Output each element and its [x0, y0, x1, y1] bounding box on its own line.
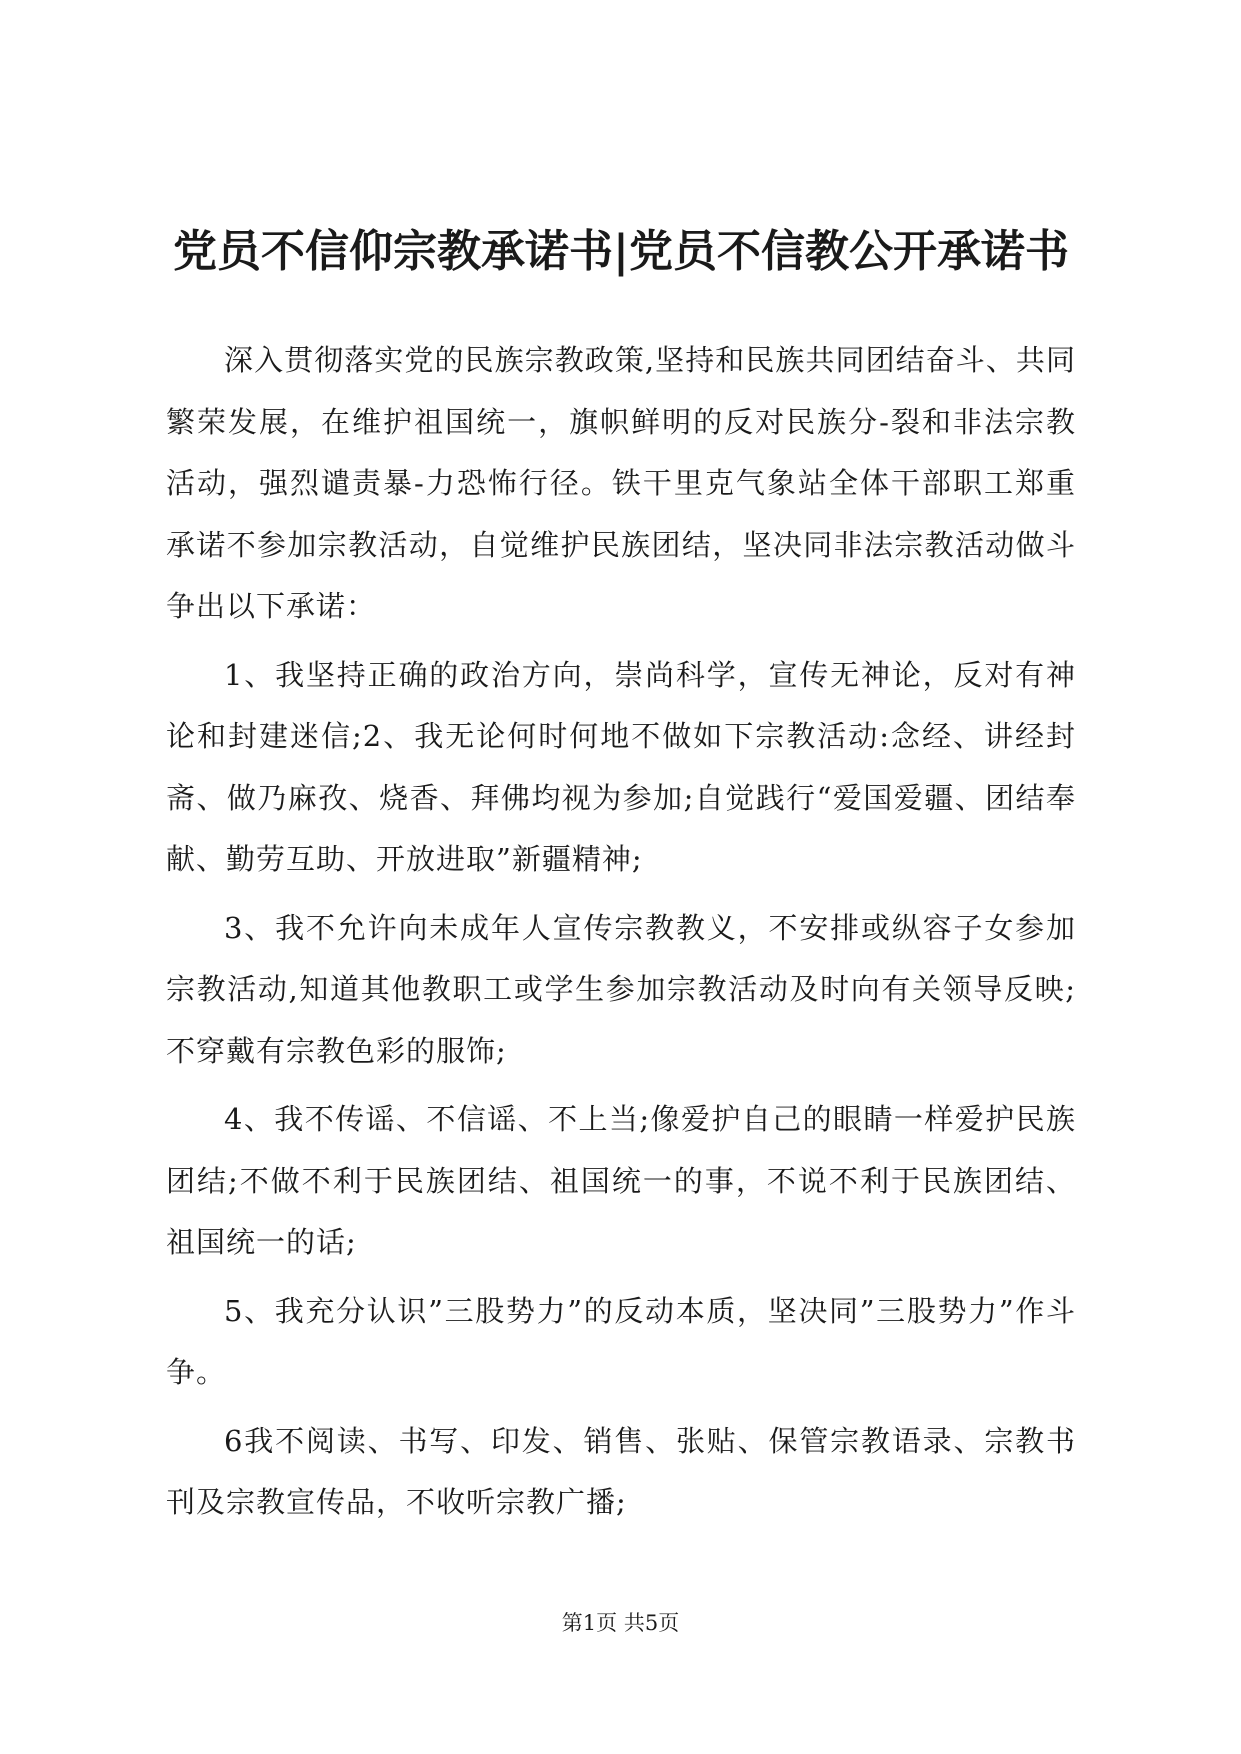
- page-number-footer: 第1页 共5页: [561, 1611, 680, 1635]
- document-body: [166, 330, 1076, 1534]
- paragraph-intro: 深入贯彻落实党的民族宗教政策,坚持和民族共同团结奋斗、共同繁荣发展，在维护祖国统一，旗帜鲜明的反对民族分-裂和非法宗教活动，强烈谴责暴-力恐怖行径。铁干里克气象站全体干部职工郑重承诺不参加宗教活动，自觉维护民族团结，坚决同非法宗教活动做斗争出以下承诺：: [166, 343, 1076, 623]
- paragraph-item-1-2: 1、我坚持正确的政治方向，崇尚科学，宣传无神论，反对有神论和封建迷信;2、我无论何时何地不做如下宗教活动:念经、讲经封斋、做乃麻孜、烧香、拜佛均视为参加;自觉践行“爱国爱疆、团结奉献、勤劳互助、开放进取”新疆精神;: [166, 657, 1076, 876]
- paragraph-item-6: 6我不阅读、书写、印发、销售、张贴、保管宗教语录、宗教书刊及宗教宣传品，不收听宗教广播;: [166, 1423, 1076, 1519]
- paragraph-item-3: 3、我不允许向未成年人宣传宗教教义，不安排或纵容子女参加宗教活动,知道其他教职工或学生参加宗教活动及时向有关领导反映;不穿戴有宗教色彩的服饰;: [166, 910, 1076, 1068]
- paragraph-item-5: 5、我充分认识”三股势力”的反动本质，坚决同”三股势力”作斗争。: [166, 1293, 1076, 1389]
- document-title: 党员不信仰宗教承诺书|党员不信教公开承诺书: [172, 226, 1069, 277]
- paragraph-item-4: 4、我不传谣、不信谣、不上当;像爱护自己的眼睛一样爱护民族团结;不做不利于民族团结、祖国统一的事，不说不利于民族团结、祖国统一的话;: [166, 1102, 1076, 1259]
